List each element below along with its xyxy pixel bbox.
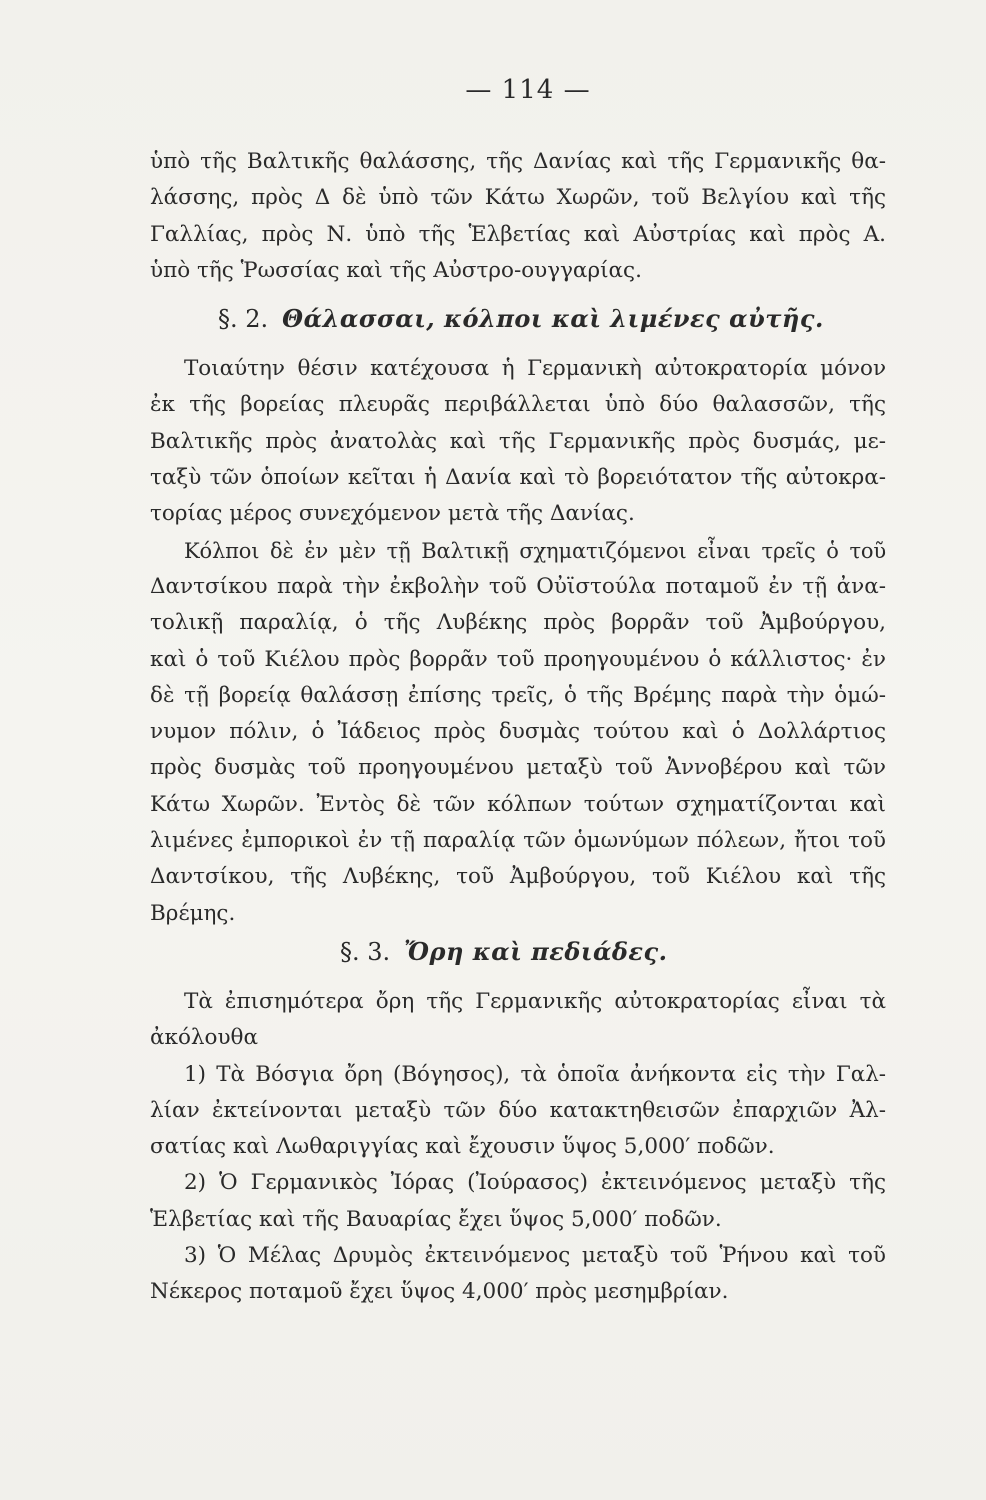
text-line: Γαλλίας, πρὸς Ν. ὑπὸ τῆς Ἑλβετίας καὶ Αὐστρίας καὶ πρὸς Α. [150,221,886,247]
text-line: Δαντσίκου παρὰ τὴν ἐκβολὴν τοῦ Οὐϊστούλα ποταμοῦ ἐν τῇ ἀνα- [150,573,886,599]
text-line: νυμον πόλιν, ὁ Ἰάδειος πρὸς δυσμὰς τούτου καὶ ὁ Δολλάρτιος [150,719,886,745]
paragraph-seas [150,351,886,532]
text-line: τολικῇ παραλίᾳ, ὁ τῆς Λυβέκης πρὸς βορρᾶν τοῦ Ἀμβούργου, [150,610,886,636]
text-line: πρὸς δυσμὰς τοῦ προηγουμένου μεταξὺ τοῦ Ἀννοβέρου καὶ τῶν [150,755,886,781]
text-block [150,70,886,1311]
text-line: ὑπὸ τῆς Ῥωσσίας καὶ τῆς Αὐστρο-ουγγαρίας. [150,257,642,283]
text-line: Βαλτικῆς πρὸς ἀνατολὰς καὶ τῆς Γερμανικῆς πρὸς δυσμάς, με- [150,428,886,454]
section-heading-2 [150,299,886,347]
text-line: λάσσης, πρὸς Δ δὲ ὑπὸ τῶν Κάτω Χωρῶν, τοῦ Βελγίου καὶ τῆς [150,185,886,211]
text-line: 3) Ὁ Μέλας Δρυμὸς ἐκτεινόμενος μεταξὺ τοῦ Ῥήνου καὶ τοῦ [184,1243,886,1269]
text-line: δὲ τῇ βορείᾳ θαλάσσῃ ἐπίσης τρεῖς, ὁ τῆς Βρέμης παρὰ τὴν ὁμώ- [150,682,886,708]
page-number: — 114 — [465,75,591,105]
text-line: Νέκερος ποταμοῦ ἔχει ὕψος 4,000′ πρὸς μεσημβρίαν. [150,1279,729,1305]
section-number: §. 2. [218,305,269,334]
text-line: 1) Τὰ Βόσγια ὄρη (Βόγησος), τὰ ὁποῖα ἀνήκοντα εἰς τὴν Γαλ- [184,1061,886,1087]
text-line: Τὰ ἐπισημότερα ὄρη τῆς Γερμανικῆς αὐτοκρατορίας εἶναι τὰ [184,988,886,1014]
text-line: Βρέμης. [150,900,236,926]
text-line: ταξὺ τῶν ὁποίων κεῖται ἡ Δανία καὶ τὸ βορειότατον τῆς αὐτοκρα- [150,465,886,491]
text-line: Ἑλβετίας καὶ τῆς Βαυαρίας ἔχει ὕψος 5,000′ ποδῶν. [150,1206,722,1232]
text-line: 2) Ὁ Γερμανικὸς Ἰόρας (Ἰούρασος) ἐκτεινόμενος μεταξὺ τῆς [184,1170,886,1196]
list-item-3 [150,1238,886,1311]
text-line: Δαντσίκου, τῆς Λυβέκης, τοῦ Ἀμβούργου, τοῦ Κιέλου καὶ τῆς [150,864,886,890]
text-line: Τοιαύτην θέσιν κατέχουσα ἡ Γερμανικὴ αὐτοκρατορία μόνον [184,356,886,382]
section-title: Ὄρη καὶ πεδιάδες. [404,936,668,966]
text-line: ὑπὸ τῆς Βαλτικῆς θαλάσσης, τῆς Δανίας καὶ τῆς Γερμανικῆς θα- [150,149,886,174]
text-line: ἐκ τῆς βορείας πλευρᾶς περιβάλλεται ὑπὸ δύο θαλασσῶν, τῆς [150,392,886,418]
text-line: τορίας μέρος συνεχόμενον μετὰ τῆς Δανίας. [150,501,635,527]
list-item-2 [150,1165,886,1238]
text-line: καὶ ὁ τοῦ Κιέλου πρὸς βορρᾶν τοῦ προηγουμένου ὁ κάλλιστος· ἐν [150,646,886,672]
text-line: λιμένες ἐμπορικοὶ ἐν τῇ παραλίᾳ τῶν ὁμωνύμων πόλεων, ἤτοι τοῦ [150,828,886,854]
text-line: Κάτω Χωρῶν. Ἐντὸς δὲ τῶν κόλπων τούτων σχηματίζονται καὶ [150,791,886,817]
text-line: ἀκόλουθα [150,1025,259,1051]
text-line: σατίας καὶ Λωθαριγγίας καὶ ἔχουσιν ὕψος 5,000′ ποδῶν. [150,1134,775,1160]
intro-paragraph [150,144,886,289]
text-line: Κόλποι δὲ ἐν μὲν τῇ Βαλτικῇ σχηματιζόμενοι εἶναι τρεῖς ὁ τοῦ [184,538,886,563]
paragraph-mountains [150,984,886,1057]
list-item-1 [150,1057,886,1166]
section-heading-3 [150,932,886,980]
section-number: §. 3. [340,937,391,966]
section-title: Θάλασσαι, κόλποι καὶ λιμένες αὐτῆς. [282,304,824,334]
text-line: λίαν ἐκτείνονται μεταξὺ τῶν δύο κατακτηθεισῶν ἐπαρχιῶν Ἀλ- [150,1097,886,1123]
paragraph-gulfs [150,533,886,932]
